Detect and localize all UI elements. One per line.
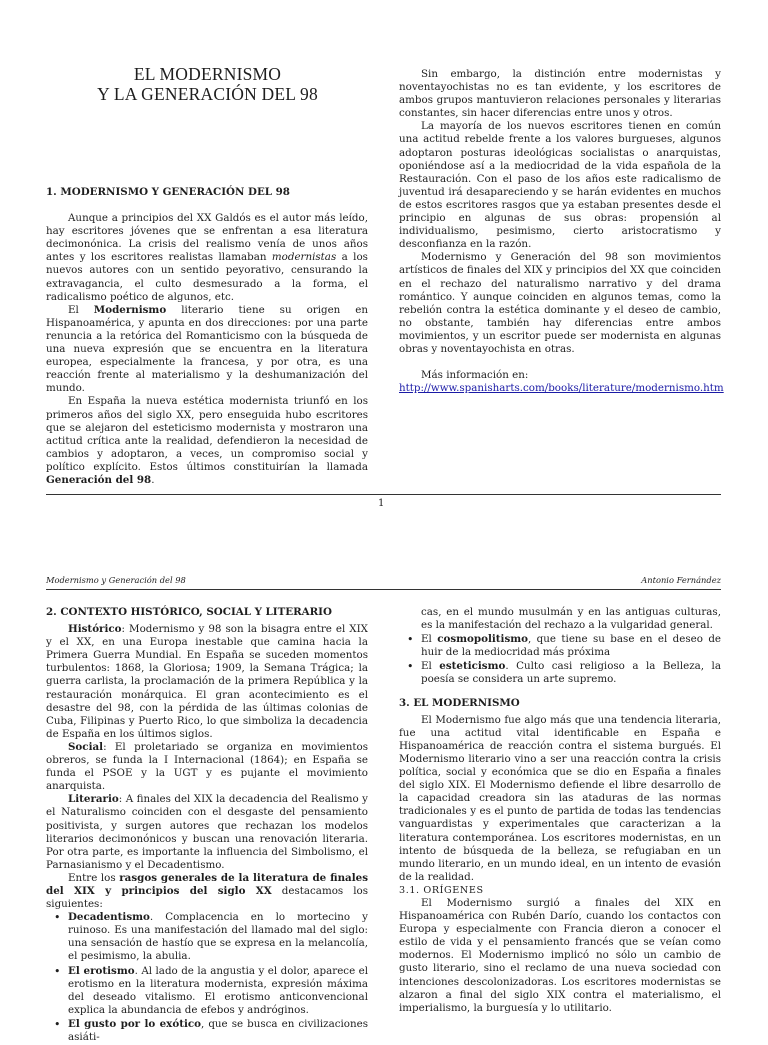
more-info-link[interactable]: http://www.spanisharts.com/books/literature/modernismo.htm: [399, 382, 724, 395]
more-info-label: Más información en:: [421, 369, 529, 382]
label-social: Social: [68, 740, 104, 753]
page2-left-column: [46, 606, 368, 1045]
list-item-continuation: cas, en el mundo musulmán y en las antiguas culturas, es la manifestación del rechazo a la vulgaridad general.: [421, 606, 721, 632]
label-literario: Literario: [68, 793, 119, 806]
section-2-heading: 2. CONTEXTO HISTÓRICO, SOCIAL Y LITERARIO: [46, 606, 332, 618]
section-1-heading: 1. MODERNISMO Y GENERACIÓN DEL 98: [46, 186, 290, 198]
header-rule: [46, 589, 721, 590]
list-item: • El cosmopolitismo, que tiene su base en el deseo de huir de la mediocridad más próxima: [421, 633, 721, 659]
section-3-heading: 3. EL MODERNISMO: [399, 696, 520, 709]
subsection-3-1-heading: 3.1. ORÍGENES: [399, 884, 484, 896]
page1-right-column: [399, 68, 724, 395]
paragraph: Histórico: Modernismo y 98 son la bisagra entre el XIX y el XX, en una Europa inestable que camina hacia la Primera Guerra Mundial. En España se suceden momentos turbulentos: 1868, la Gloriosa; 1909, la Semana Trágica; la guerra carlista, la proclamación de la primera República y la restauración monárquica. El gran acontecimiento es el desastre del 98, con la pérdida de las últimas colonias de Cuba, Filipinas y Puerto Rico, lo que simboliza la decadencia de España en los últimos siglos.: [46, 623, 368, 740]
paragraph: Social: El proletariado se organiza en movimientos obreros, se funda la I Internacional (1864); en España se funda el PSOE y la UGT y es pujante el movimiento anarquista.: [46, 740, 368, 793]
label-historico: Histórico: [68, 623, 122, 636]
page-number: 1: [378, 498, 385, 509]
page2-right-column: [399, 606, 721, 1015]
list-item: • El erotismo. Al lado de la angustia y el dolor, aparece el erotismo en la literatura modernista, expresión máxima del deseado vitalismo. El erotismo anticonvencional explica la abundancia de efebos y andróginos.: [68, 965, 368, 1017]
paragraph: Aunque a principios del XX Galdós es el autor más leído, hay escritores jóvenes que se enfrentan a esa literatura decimonónica. La crisis del realismo venía de unos años antes y los escritores realistas llamaban modernistas a los nuevos autores con un sentido peyorativo, censurando la extravagancia, el culto desmesurado a la forma, el radicalismo poético de algunos, etc.: [46, 212, 368, 303]
paragraph: La mayoría de los nuevos escritores tienen en común una actitud rebelde frente a los valores burgueses, algunos adoptaron posturas ideológicas socialistas o anarquistas, oponiéndose así a la mediocridad de la vida española de la Restauración. Con el paso de los años este radicalismo de juventud irá desapareciendo y se harán evidentes en muchos de estos escritores rasgos que ya estaban presentes desde el principio en algunas de sus obras: propensión al individualismo, pesimismo, cierto aristocratismo y desconfianza en la razón.: [399, 120, 721, 251]
running-header-right: Antonio Fernández: [641, 575, 721, 585]
bold-term: rasgos generales de la literatura de finales del XIX y principios del siglo XX: [46, 871, 368, 897]
paragraph: El Modernismo surgió a finales del XIX en Hispanoamérica con Rubén Darío, cuando los contactos con Europa y especialmente con Francia dieron a conocer el estilo de vida y el pensamiento francés que se veían como modernos. El Modernismo implicó no sólo un cambio de gusto literario, sino el reclamo de una nueva sociedad con intenciones descolonizadoras. Los escritores modernistas se alzaron a final del siglo XIX contra el materialismo, el imperialismo, la burguesía y lo utilitario.: [399, 896, 721, 1014]
paragraph: Literario: A finales del XIX la decadencia del Realismo y el Naturalismo coinciden con el desgaste del pensamiento positivista, y surgen autores que rechazan los modelos literarios decimonónicos y buscan una renovación literaria. Por otra parte, es importante la influencia del Simbolismo, el Parnasianismo y el Decadentismo.: [46, 793, 368, 871]
paragraph: Sin embargo, la distinción entre modernistas y noventayochistas no es tan evidente, y los escritores de ambos grupos mantuvieron relaciones personales y literarias constantes, sin hacer diferencias entre unos y otros.: [399, 68, 721, 120]
paragraph: El Modernismo literario tiene su origen en Hispanoamérica, y apunta en dos direcciones: por una parte renuncia a la retórica del Romanticismo con la búsqueda de una nueva expresión que se encuentra en la literatura europea, especialmente la francesa, y por otra, es una reacción frente al materialismo y la deshumanización del mundo.: [46, 303, 368, 395]
paragraph: El Modernismo fue algo más que una tendencia literaria, fue una actitud vital identificable en España e Hispanoamérica de reacción contra el sistema burgués. El Modernismo literario vino a ser una reacción contra la crisis política, social y económica que se dio en España a finales del siglo XIX. El Modernismo defiende el libre desarrollo de la capacidad creadora sin las ataduras de las normas tradicionales y es el punto de partida de todas las tendencias vanguardistas y experimentales que caracterizan a la literatura contemporánea. Los escritores modernistas, en un intento de búsqueda de la belleza, se refugiaban en un mundo literario, en un mundo ideal, en un intento de evasión de la realidad.: [399, 713, 721, 883]
page-divider: [46, 494, 721, 495]
features-list-continued: [399, 606, 721, 687]
emphasis: modernistas: [271, 251, 337, 264]
page1-left-column: [46, 186, 368, 487]
paragraph: Modernismo y Generación del 98 son movimientos artísticos de finales del XIX y principios del XX que coinciden en el rechazo del naturalismo narrativo y del drama romántico. Y aunque coinciden en algunos temas, como la rebelión contra la estética dominante y el deseo de cambio, no obstante, también hay diferencias entre ambos movimientos, y un escritor puede ser modernista en algunas obras y noventayochista en otras.: [399, 251, 721, 355]
bold-term: Generación del 98: [46, 473, 152, 486]
list-item: • El esteticismo. Culto casi religioso a la Belleza, la poesía se considera un arte supremo.: [421, 660, 721, 686]
running-header-left: Modernismo y Generación del 98: [46, 575, 186, 585]
list-item: • El gusto por lo exótico, que se busca en civilizaciones asiáti-: [68, 1018, 368, 1044]
paragraph: En España la nueva estética modernista triunfó en los primeros años del siglo XX, pero enseguida hubo escritores que se alejaron del esteticismo modernista y mostraron una actitud crítica ante la realidad, defendieron la necesidad de cambios y adoptaron, a veces, un compromiso social y político explícito. Estos últimos constituirían la llamada Generación del 98.: [46, 395, 368, 486]
bold-term: Modernismo: [93, 303, 167, 316]
page-title: [45, 64, 370, 104]
paragraph: Entre los rasgos generales de la literatura de finales del XIX y principios del siglo XX destacamos los siguientes:: [46, 871, 368, 911]
list-item: • Decadentismo. Complacencia en lo mortecino y ruinoso. Es una manifestación del llamado mal del siglo: una sensación de hastío que se expresa en la melancolía, el pesimismo, la abulia.: [68, 911, 368, 963]
features-list: [46, 911, 368, 1044]
title-line-1: EL MODERNISMO: [133, 64, 282, 84]
title-line-2: Y LA GENERACIÓN DEL 98: [97, 84, 318, 104]
